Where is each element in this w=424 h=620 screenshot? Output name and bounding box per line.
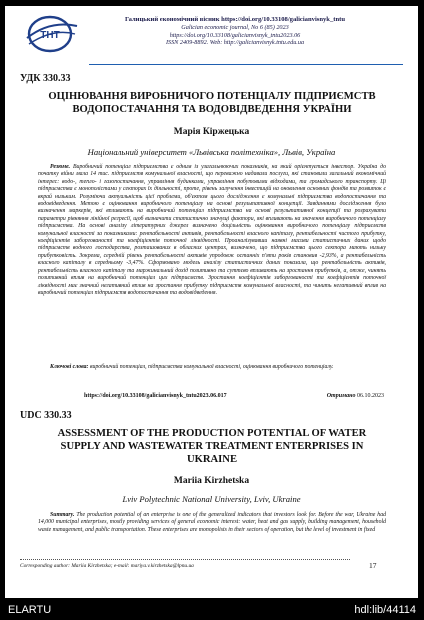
journal-title-en: Galician economic journal, No 6 (85) 2023	[181, 23, 289, 31]
handle-id[interactable]: hdl:lib/44114	[354, 604, 416, 616]
document-page	[5, 6, 418, 598]
article-doi[interactable]: https://doi.org/10.33108/galicianvisnyk_tntu2023.06.017	[84, 393, 227, 399]
issn-line: ISSN 2409-8892. Web: http://galicianvisnyk.tntu.edu.ua	[165, 39, 305, 47]
keywords-ua-label: Ключові слова:	[50, 364, 89, 370]
corresponding-author: Corresponding author: Mariia Kirzhetska; e-mail: mariya.v.kirzhetska@lpnu.ua	[20, 563, 194, 569]
repository-name: ELARTU	[8, 604, 52, 616]
journal-header	[5, 6, 418, 66]
title-ua-line1: ОЦІНЮВАННЯ ВИРОБНИЧОГО ПОТЕНЦІАЛУ ПІДПРИЄМСТВ	[48, 91, 376, 102]
affiliation-ua: Національний університет «Львівська політехніка», Львів, Україна	[87, 147, 336, 157]
journal-title-ua: Галицький економічний вісник https://doi.org/10.33108/galicianvisnyk_tntu	[125, 16, 345, 23]
abstract-ua-text: Виробничий потенціал підприємства є одним із узагальнюючих показників, на який орієнтується інвестор. Україна до початку війни мала 14 тис. підприємств комунальної власності, що переважно надавали послуги, які становили загальний економічний інтерес: водо-, тепло- і газопостачання, управління будинками, управління побутовими відходами, та громадського транспорту. Ці підприємства є монополістами у секторах їх діяльності, проте, рівень залучення інвестицій на оновлення основних фондів та розвиток є вкрай низьким. Розуміючи актуальність цієї проблеми, об'єктом цього дослідження є комунальні підприємства водопостачання та водовідведення. Метою є оцінювання виробничого потенціалу на основі результативної концепції. Завданнями дослідження було визначення маркерів, які впливають на виробничий потенціал підприємства на основі результативної концепції та розрахувати параметри рівняння лінійної регресії, щоб визначити статистично значущі фактори, які впливають на значення виробничого потенціалу підприємства. На основі аналізу літературних джерел визначено доцільність оцінювання виробничого потенціалу підприємств комунальної власності за показниками: рентабельності активів, рентабельності власного капіталу, рентабельності чистого прибутку, коефіцієнтів заборгованості та коефіцієнтів поточної ліквідності. Проаналізувавши наявні масиви статистичних даних щодо підприємств водного господарства, розташованих в обласних центрах, визначено, що підприємства цього сектора мають низьку прибутковість. Зокрема, середній рівень рентабельності активів упродовж останніх п'яти років становив -2,93%, а рентабельність власного капіталу в середньому -3,47%. Сформовано модель аналізу статистичних даних показала, що рентабельність активів, рентабельність власного капіталу та маржинальний дохід позитивно та суттєво впливають на зростання прибутків, а, отже, чинять позитивний вплив на виробничий потенціал цих підприємств. Зростання коефіцієнтів заборгованості та коефіцієнтів поточної ліквідності має значний негативний вплив на зростання прибутку підприємств комунальної власності, та чинить негативний вплив на виробничий потенціал підприємств водопостачання та водовідведення.	[38, 164, 386, 296]
abstract-en-label: Summary.	[50, 512, 75, 518]
udc-ua: УДК 330.33	[20, 73, 71, 84]
title-en-line2: SUPPLY AND WASTEWATER TREATMENT ENTERPRISES IN	[60, 441, 364, 452]
received-label: Отримано	[326, 393, 356, 399]
author-en: Mariia Kirzhetska	[173, 476, 250, 486]
university-logo-icon	[23, 12, 81, 56]
abstract-en	[38, 512, 386, 534]
keywords-ua-text: виробничий потенціал, підприємства комунальної власності, оцінювання виробничого потенціалу.	[89, 364, 334, 370]
abstract-en-text: The production potential of an enterprise is one of the generalized indicators that investors look for. Before the war, Ukraine had 14,000 municipal enterprises, mostly providing services of general economic interest: water, heat and gas supply, building management, household waste management, and public transportation. These enterprises are monopolists in their sectors of operation, but the level of investment in fixed	[38, 512, 387, 533]
footer-rule	[20, 559, 350, 560]
keywords-ua	[38, 364, 386, 371]
journal-info	[75, 16, 395, 47]
udc-en: UDC 330.33	[20, 410, 72, 421]
abstract-ua-label: Резюме.	[50, 164, 71, 170]
issue-doi: https://doi.org/10.33108/galicianvisnyk_tntu2023.06	[169, 31, 301, 39]
author-ua: Марія Кіржецька	[173, 127, 250, 137]
affiliation-en: Lviv Polytechnic National University, Lviv, Ukraine	[122, 494, 301, 504]
title-en-line3: UKRAINE	[186, 454, 238, 465]
logo-text: ТНТ	[40, 30, 60, 41]
title-en	[27, 427, 397, 466]
title-en-line1: ASSESSMENT OF THE PRODUCTION POTENTIAL OF WATER	[57, 428, 367, 439]
header-rule	[89, 64, 403, 65]
received-date	[327, 393, 384, 399]
title-ua	[27, 90, 397, 116]
page-number: 17	[369, 561, 377, 570]
received-value: 06.10.2023	[357, 393, 384, 399]
title-ua-line2: ВОДОПОСТАЧАННЯ ТА ВОДОВІДВЕДЕННЯ УКРАЇНИ	[72, 104, 352, 115]
abstract-ua	[38, 164, 386, 297]
